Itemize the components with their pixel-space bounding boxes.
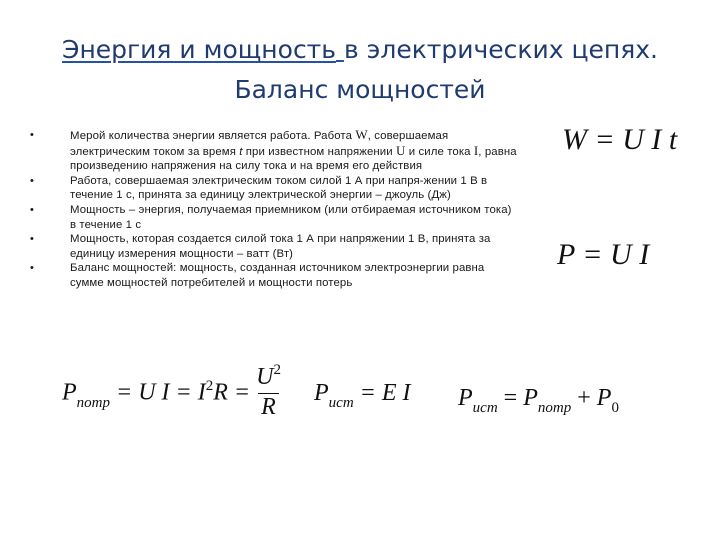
bullet-dot: •: [30, 203, 34, 216]
title-link-space[interactable]: [336, 35, 344, 64]
bullet-item-1: [30, 128, 520, 174]
formula-power-balance: $P_{ист} = P_{потр} + P_0$: [458, 385, 619, 416]
slide-title: [0, 30, 720, 110]
bullet-item-2: [30, 174, 520, 203]
bullet-4-text: Мощность, которая создается силой тока 1 А при напряжении 1 В, принята за единицу измерения мощности – ватт (Вт): [70, 233, 491, 260]
bullet-item-5: [30, 261, 520, 290]
bullet-1-text-a: Мерой количества энергии является работа. Работа: [70, 130, 356, 142]
bullet-dot: •: [30, 174, 34, 187]
fraction: $\frac{U^2}{R}$: [256, 362, 281, 420]
title-line-1: [0, 30, 720, 70]
symbol-i: I: [473, 142, 479, 158]
bullet-item-4: [30, 232, 520, 261]
bullet-1-text-c: при известном напряжении: [242, 145, 396, 158]
symbol-w: W: [355, 127, 368, 142]
formula-power: P = U I: [557, 238, 650, 271]
symbol-t: t: [239, 145, 243, 158]
formula-consumer-power: $P_{потр} = U$ $I = I^2R$ = $\frac{U^2}{R}$: [62, 362, 281, 420]
bullet-dot: •: [30, 262, 34, 275]
bullet-1-text-e: , равна произведению напряжения на силу тока и на время его действия: [70, 145, 517, 173]
bullet-item-3: [30, 203, 520, 232]
bullet-dot: •: [30, 233, 34, 246]
bullet-1-text-d: и силе тока: [405, 145, 474, 158]
formula-source-power: $P_{ист} = E$ I: [314, 380, 411, 411]
bullet-1-text-b: , совершаемая электрическим током за время: [70, 130, 449, 158]
formula-work: W = U I t: [562, 123, 678, 156]
bullet-2-text: Работа, совершаемая электрическим током силой 1 А при напря-жении 1 В в течение 1 с, принята за единицу электрической энергии – джоуль (Дж): [70, 174, 488, 202]
title-line-1-rest: в электрических цепях.: [343, 35, 658, 64]
symbol-u: U: [396, 142, 406, 158]
title-link[interactable]: Энергия и мощность: [61, 35, 336, 64]
title-line-2: Баланс мощностей: [234, 75, 486, 104]
bullet-list: [30, 128, 520, 291]
bullet-5-text: Баланс мощностей: мощность, созданная источником электроэнергии равна сумме мощностей потребителей и мощности потерь: [70, 262, 485, 289]
bullet-3-text: Мощность – энергия, получаемая приемником (или отбираемая источником тока) в течение 1 с: [70, 203, 512, 231]
bullet-dot: •: [30, 129, 34, 141]
